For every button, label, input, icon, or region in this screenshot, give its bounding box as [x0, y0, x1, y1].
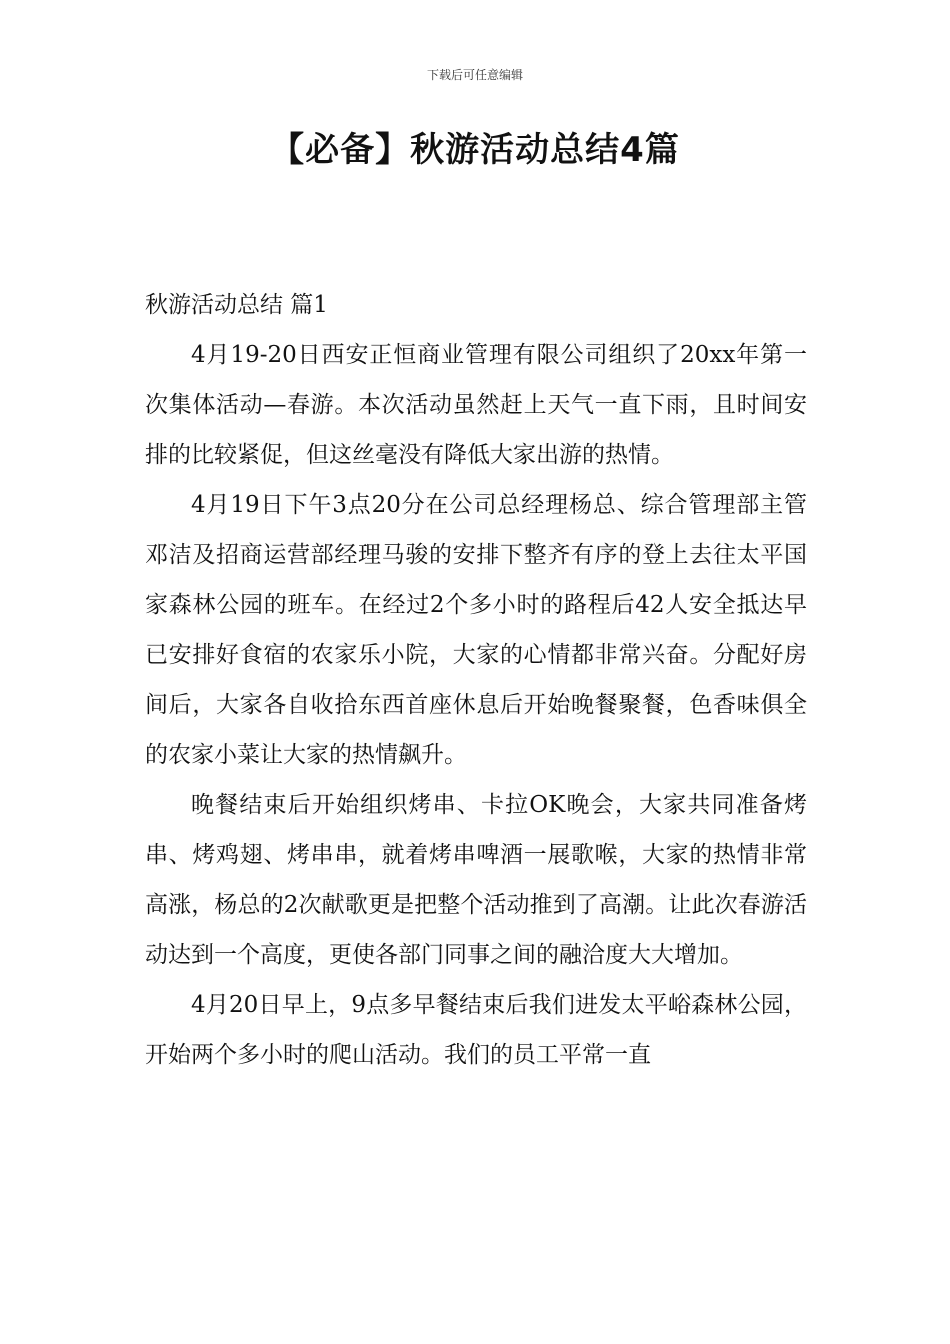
section-heading: 秋游活动总结 篇1	[145, 292, 328, 318]
document-title: 【必备】秋游活动总结4篇	[270, 130, 680, 170]
header-note: 下载后可任意编辑	[426, 68, 523, 82]
document-body	[145, 280, 807, 1080]
paragraph-4: 4月20日早上，9点多早餐结束后我们进发太平峪森林公园，开始两个多小时的爬山活动。我们的员工平常一直	[145, 992, 807, 1068]
paragraph-2: 4月19日下午3点20分在公司总经理杨总、综合管理部主管邓洁及招商运营部经理马骏的安排下整齐有序的登上去往太平国家森林公园的班车。在经过2个多小时的路程后42人安全抵达早已安排好食宿的农家乐小院，大家的心情都非常兴奋。分配好房间后，大家各自收拾东西首座休息后开始晚餐聚餐，色香味俱全的农家小菜让大家的热情飙升。	[145, 492, 807, 768]
paragraph-3: 晚餐结束后开始组织烤串、卡拉OK晚会，大家共同准备烤串、烤鸡翅、烤串串，就着烤串啤酒一展歌喉，大家的热情非常高涨，杨总的2次献歌更是把整个活动推到了高潮。让此次春游活动达到一个高度，更使各部门同事之间的融洽度大大增加。	[145, 792, 807, 968]
paragraph-1: 4月19-20日西安正恒商业管理有限公司组织了20xx年第一次集体活动—春游。本次活动虽然赶上天气一直下雨，且时间安排的比较紧促，但这丝毫没有降低大家出游的热情。	[145, 342, 807, 468]
